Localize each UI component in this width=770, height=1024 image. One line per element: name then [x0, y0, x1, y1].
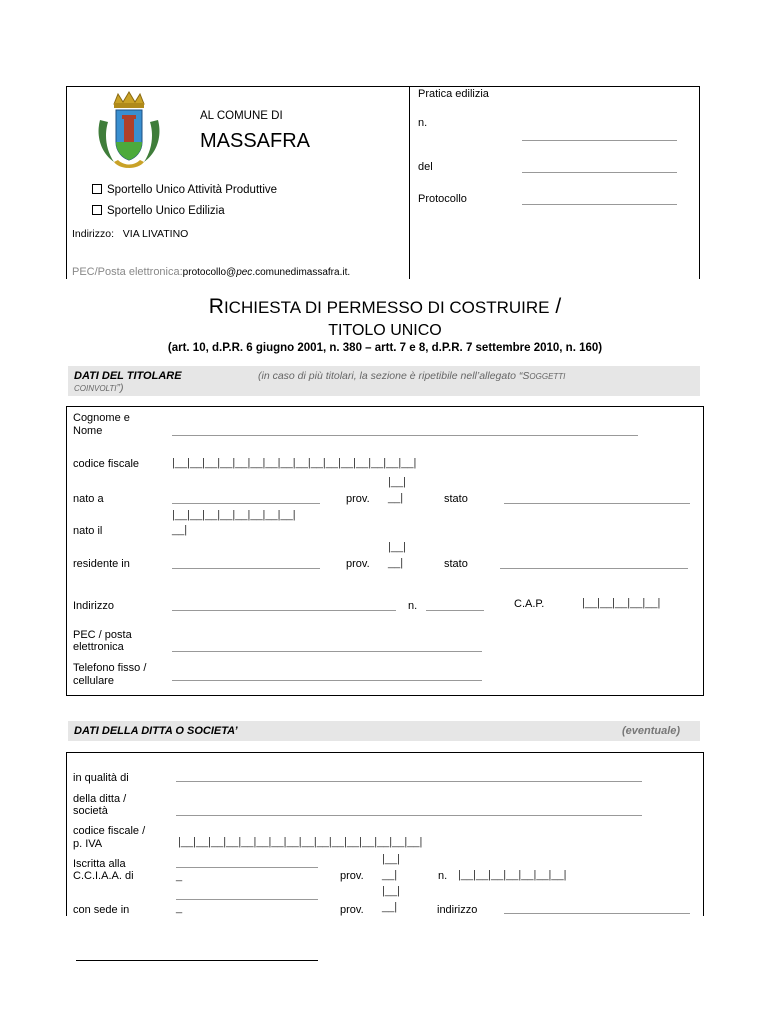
- pratica-n-label: n.: [418, 117, 428, 129]
- al-comune-label: AL COMUNE DI: [200, 110, 283, 122]
- codice-fiscale-label: codice fiscale: [73, 458, 140, 470]
- res-stato-field[interactable]: [500, 568, 688, 569]
- pec-label-2: elettronica: [73, 641, 124, 653]
- protocollo-label: Protocollo: [418, 193, 467, 205]
- cognome-nome-field[interactable]: [172, 435, 638, 436]
- sede-indirizzo-field[interactable]: [504, 913, 690, 914]
- titolare-note: [258, 370, 565, 383]
- document-subtitle: TITOLO UNICO: [328, 322, 442, 339]
- pec-domain: .comunedimassafra.it.: [252, 267, 351, 278]
- cciaa-prov-box-bottom[interactable]: __|: [382, 869, 398, 881]
- sede-underscore: _: [176, 902, 183, 914]
- footnote-separator: [76, 960, 318, 961]
- pec-row: [72, 266, 350, 279]
- sede-field[interactable]: [176, 899, 318, 900]
- pec-italic: pec: [236, 267, 253, 278]
- con-sede-label: con sede in: [73, 904, 130, 916]
- cciaa-n-boxes[interactable]: |__|__|__|__|__|__|__|: [458, 869, 567, 881]
- document-title: [0, 296, 770, 319]
- cciaa-underscore: _: [176, 870, 183, 882]
- indirizzo-label: Indirizzo: [73, 600, 114, 612]
- nato-prov-box-bottom[interactable]: __|: [388, 492, 404, 504]
- sue-checkbox[interactable]: [92, 205, 102, 215]
- ditta-section-title: DATI DELLA DITTA O SOCIETA’: [74, 725, 238, 737]
- sue-label: Sportello Unico Edilizia: [107, 205, 225, 217]
- pratica-n-field[interactable]: [522, 140, 677, 141]
- cciaa-prov-label: prov.: [340, 870, 364, 882]
- note-end: ”): [116, 382, 124, 394]
- pec-field[interactable]: [172, 651, 482, 652]
- pratica-del-label: del: [418, 161, 433, 173]
- title-rest: ICHIESTA DI PERMESSO DI COSTRUIRE: [223, 298, 550, 317]
- sportello-suap-checkbox-row[interactable]: [92, 184, 277, 197]
- cciaa-prov-box-top[interactable]: |__|: [382, 853, 400, 865]
- note-small: OGGETTI: [529, 372, 566, 381]
- cciaa-label: C.C.I.A.A. di: [73, 870, 134, 882]
- indirizzo-n-label: n.: [408, 600, 418, 612]
- telefono-field[interactable]: [172, 680, 482, 681]
- titolare-section-title: DATI DEL TITOLARE: [74, 370, 182, 382]
- indirizzo-field[interactable]: [172, 610, 396, 611]
- indirizzo-n-field[interactable]: [426, 610, 484, 611]
- cciaa-n-label: n.: [438, 870, 448, 882]
- coat-of-arms-icon: [90, 90, 168, 174]
- titolare-note-line2: [74, 382, 124, 395]
- indirizzo-row: [72, 228, 188, 241]
- suap-checkbox[interactable]: [92, 184, 102, 194]
- indirizzo-value: VIA LIVATINO: [122, 228, 189, 240]
- nato-stato-label: stato: [444, 493, 468, 505]
- pratica-label: Pratica edilizia: [418, 88, 489, 100]
- res-stato-label: stato: [444, 558, 468, 570]
- ditta-eventuale: (eventuale): [622, 725, 681, 737]
- title-cap: R: [208, 295, 224, 318]
- cap-label: C.A.P.: [514, 598, 545, 610]
- nato-il-date-box-end[interactable]: __|: [172, 524, 188, 536]
- nato-il-label: nato il: [73, 525, 103, 537]
- telefono-label: Telefono fisso /: [73, 662, 147, 674]
- nato-a-field[interactable]: [172, 503, 320, 504]
- residente-label: residente in: [73, 558, 130, 570]
- header-right-box: [410, 86, 700, 279]
- note-text: (in caso di più titolari, la sezione è ripetibile nell’allegato “S: [258, 370, 530, 382]
- cognome-label: Cognome e: [73, 412, 130, 424]
- pec-value: protocollo@: [182, 267, 237, 278]
- cciaa-field[interactable]: [176, 867, 318, 868]
- in-qualita-field[interactable]: [176, 781, 642, 782]
- telefono-label-2: cellulare: [73, 675, 114, 687]
- sede-prov-box-bottom[interactable]: __|: [382, 901, 398, 913]
- pratica-del-field[interactable]: [522, 172, 677, 173]
- res-prov-box-top[interactable]: |__|: [388, 541, 406, 553]
- titolare-box: [66, 406, 704, 696]
- res-prov-box-bottom[interactable]: __|: [388, 557, 404, 569]
- sede-indirizzo-label: indirizzo: [437, 904, 478, 916]
- residente-field[interactable]: [172, 568, 320, 569]
- note-line2: COINVOLTI: [74, 384, 117, 393]
- cap-boxes[interactable]: |__|__|__|__|__|: [582, 597, 661, 609]
- nato-prov-box-top[interactable]: |__|: [388, 476, 406, 488]
- ditta-cf-boxes[interactable]: |__|__|__|__|__|__|__|__|__|__|__|__|__|__|__|__|: [178, 836, 423, 848]
- piva-label: p. IVA: [73, 838, 103, 850]
- res-prov-label: prov.: [346, 558, 370, 570]
- nato-a-label: nato a: [73, 493, 104, 505]
- pec-label: PEC/Posta elettronica:: [72, 266, 183, 278]
- protocollo-field[interactable]: [522, 204, 677, 205]
- iscritta-label: Iscritta alla: [73, 858, 126, 870]
- sportello-sue-checkbox-row[interactable]: [92, 205, 225, 218]
- sede-prov-box-top[interactable]: |__|: [382, 885, 400, 897]
- comune-name: MASSAFRA: [200, 130, 311, 152]
- ditta-field[interactable]: [176, 815, 642, 816]
- suap-label: Sportello Unico Attività Produttive: [107, 184, 278, 196]
- sede-prov-label: prov.: [340, 904, 364, 916]
- in-qualita-label: in qualità di: [73, 772, 129, 784]
- ditta-label: della ditta /: [73, 793, 127, 805]
- nome-label: Nome: [73, 425, 103, 437]
- codice-fiscale-boxes[interactable]: |__|__|__|__|__|__|__|__|__|__|__|__|__|__|__|__|: [172, 457, 417, 469]
- nato-prov-label: prov.: [346, 493, 370, 505]
- cf-iva-label: codice fiscale /: [73, 825, 146, 837]
- nato-stato-field[interactable]: [504, 503, 690, 504]
- pec-label: PEC / posta: [73, 629, 132, 641]
- title-slash: /: [549, 295, 562, 318]
- societa-label: società: [73, 805, 108, 817]
- indirizzo-label: Indirizzo:: [72, 228, 115, 240]
- nato-il-date-boxes[interactable]: |__|__|__|__|__|__|__|__|: [172, 509, 296, 521]
- document-legal-ref: (art. 10, d.P.R. 6 giugno 2001, n. 380 – artt. 7 e 8, d.P.R. 7 settembre 2010, n. 160): [167, 342, 603, 354]
